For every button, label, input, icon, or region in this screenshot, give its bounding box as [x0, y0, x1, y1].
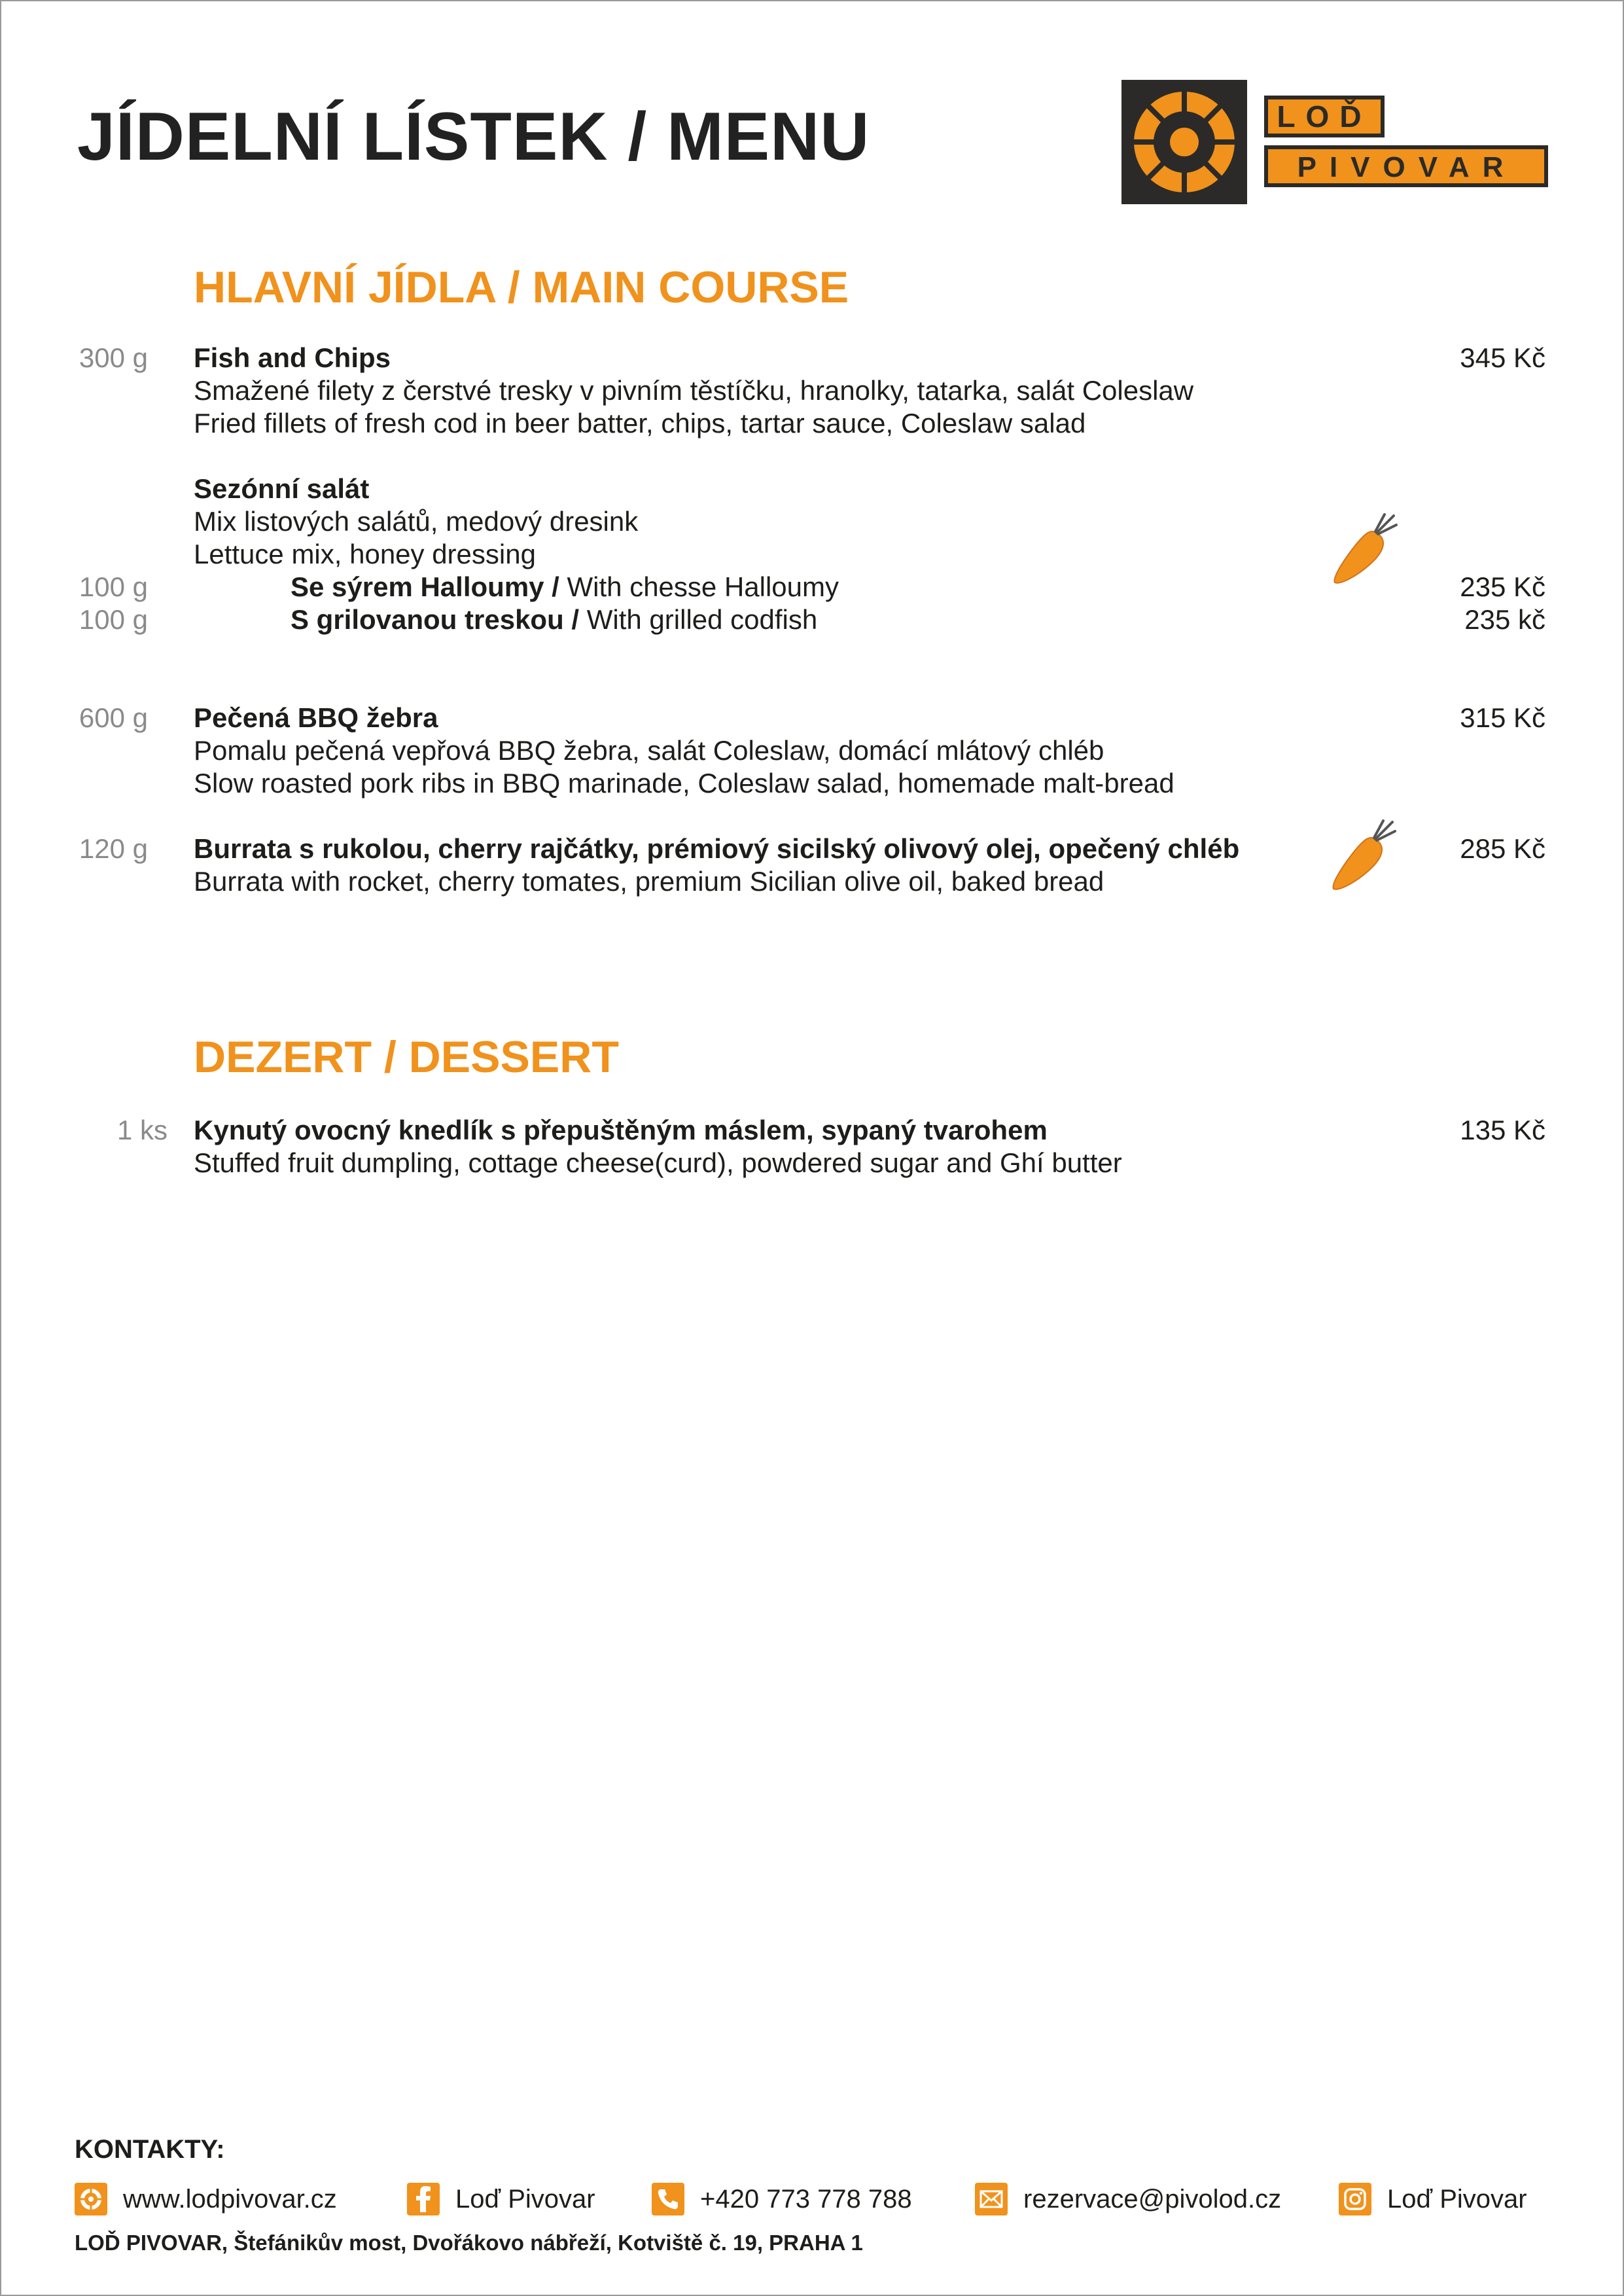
salad-option2	[291, 603, 817, 636]
instagram-link[interactable]: Loď Pivovar	[1387, 2184, 1527, 2214]
email-link[interactable]: rezervace@pivolod.cz	[1023, 2184, 1282, 2214]
svg-text:PIVOVAR: PIVOVAR	[1297, 151, 1517, 183]
contact-facebook[interactable]	[407, 2181, 595, 2217]
ribs-desc-cz: Pomalu pečená vepřová BBQ žebra, salát Coleslaw, domácí mlátový chléb	[194, 735, 1104, 766]
facebook-icon	[407, 2183, 440, 2215]
facebook-link[interactable]: Loď Pivovar	[455, 2184, 595, 2214]
svg-text:LOĎ: LOĎ	[1277, 99, 1372, 134]
salad-desc-en: Lettuce mix, honey dressing	[194, 539, 536, 569]
dumpling-desc-en: Stuffed fruit dumpling, cottage cheese(curd), powdered sugar and Ghí butter	[194, 1147, 1122, 1178]
ribs-weight: 600 g	[79, 702, 148, 733]
fish-name: Fish and Chips	[194, 342, 391, 373]
ribs-desc-en: Slow roasted pork ribs in BBQ marinade, Coleslaw salad, homemade malt-bread	[194, 768, 1174, 798]
fish-desc-en: Fried fillets of fresh cod in beer batter, chips, tartar sauce, Coleslaw salad	[194, 408, 1086, 439]
phone-icon	[652, 2183, 684, 2215]
vegetarian-carrot-icon	[1330, 819, 1398, 896]
web-link[interactable]: www.lodpivovar.cz	[123, 2184, 337, 2214]
contact-instagram[interactable]	[1339, 2181, 1527, 2217]
ribs-price: 315 Kč	[1460, 702, 1545, 733]
fish-weight: 300 g	[79, 342, 148, 373]
burrata-price: 285 Kč	[1460, 833, 1545, 864]
instagram-icon	[1339, 2183, 1371, 2215]
page-title: JÍDELNÍ LÍSTEK / MENU	[77, 99, 870, 175]
fish-desc-cz: Smažené filety z čerstvé tresky v pivním těstíčku, hranolky, tatarka, salát Coleslaw	[194, 375, 1194, 406]
contacts-title: KONTAKTY:	[75, 2135, 225, 2164]
salad-name: Sezónní salát	[194, 473, 370, 504]
contact-phone[interactable]	[652, 2181, 912, 2217]
dumpling-price: 135 Kč	[1460, 1115, 1545, 1145]
ribs-name: Pečená BBQ žebra	[194, 702, 438, 733]
phone-link[interactable]: +420 773 778 788	[700, 2184, 912, 2214]
salad-option2-weight: 100 g	[79, 604, 148, 635]
dumpling-weight: 1 ks	[116, 1115, 168, 1145]
burrata-desc-en: Burrata with rocket, cherry tomates, premium Sicilian olive oil, baked bread	[194, 866, 1104, 897]
burrata-weight: 120 g	[79, 833, 148, 864]
dessert-heading: DEZERT / DESSERT	[194, 1032, 619, 1082]
vegetarian-carrot-icon	[1331, 513, 1399, 590]
fish-price: 345 Kč	[1460, 342, 1545, 373]
burrata-name: Burrata s rukolou, cherry rajčátky, prémiový sicilský olivový olej, opečený chléb	[194, 833, 1240, 864]
mail-icon	[975, 2183, 1008, 2215]
salad-desc-cz: Mix listových salátů, medový dresink	[194, 506, 639, 537]
web-icon	[75, 2183, 107, 2215]
lod-pivovar-logo	[1121, 80, 1548, 207]
dumpling-name: Kynutý ovocný knedlík s přepuštěným máslem, sypaný tvarohem	[194, 1115, 1048, 1145]
main-course-heading: HLAVNÍ JÍDLA / MAIN COURSE	[194, 262, 849, 312]
salad-option1	[291, 571, 839, 603]
salad-option2-price: 235 kč	[1464, 604, 1545, 635]
address: LOĎ PIVOVAR, Štefánikův most, Dvořákovo nábřeží, Kotviště č. 19, PRAHA 1	[75, 2231, 863, 2255]
contact-web[interactable]	[75, 2181, 337, 2217]
contact-email[interactable]	[975, 2181, 1281, 2217]
salad-option2-en: With grilled codfish	[579, 604, 818, 635]
salad-option2-cz: S grilovanou treskou /	[291, 604, 580, 635]
salad-option1-weight: 100 g	[79, 571, 148, 602]
salad-option1-price: 235 Kč	[1460, 571, 1545, 602]
salad-option1-en: With chesse Halloumy	[559, 571, 839, 602]
salad-option1-cz: Se sýrem Halloumy /	[291, 571, 559, 602]
